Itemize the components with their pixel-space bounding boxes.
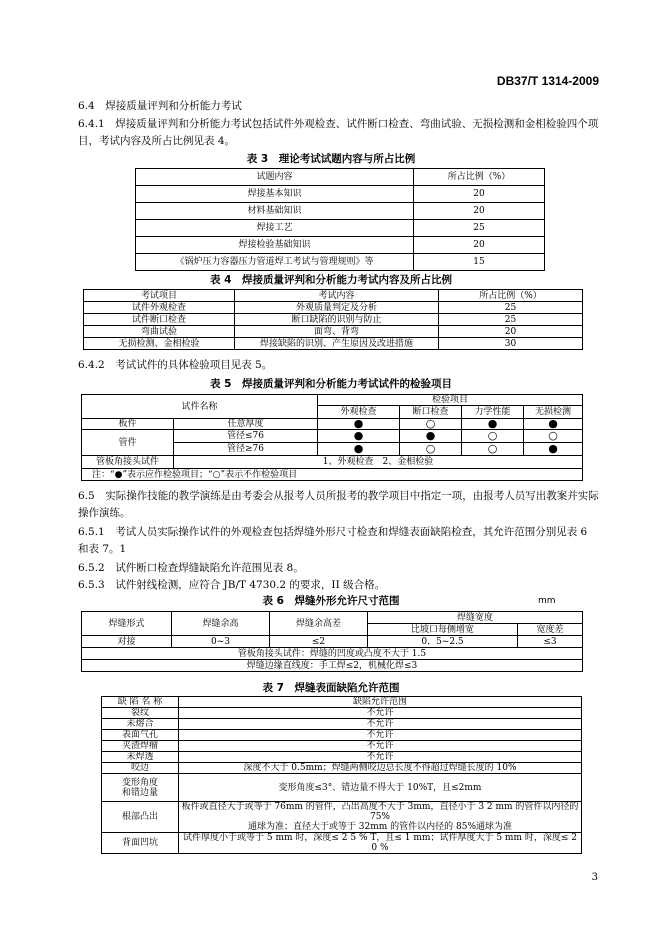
section-6-5-2: 6.5.2 试件断口检查焊缝缺陷允许范围见表 8。: [78, 562, 304, 574]
table-4-caption: 表 4 焊接质量评判和分析能力考试内容及所占比例: [210, 274, 452, 286]
section-6-5: 6.5 实际操作技能的教学演练是由考委会从报考人员所报考的教学项目中指定一项，由报考人员写出教案并实际操作演练。: [78, 490, 599, 519]
table-3-caption: 表 3 理论考试试题内容与所占比例: [246, 153, 416, 165]
header-cell: 焊缝余高: [172, 612, 270, 636]
section-6-4-2: 6.4.2 考试试件的具体检验项目见表 5。: [78, 359, 273, 371]
table-6-unit: mm: [538, 596, 556, 606]
mark-cell: ●: [524, 419, 583, 430]
section-6-5-1: 6.5.1 考试人员实际操作试件的外观检查包括焊缝外形尺寸检查和焊缝表面缺陷检查，其允许范围分别见表 6 和表 7。1: [78, 526, 588, 555]
table-row: [82, 456, 583, 469]
table-cell: ≤2: [270, 636, 368, 648]
section-6-4-1: 6.4.1 焊接质量评判和分析能力考试包括试件外观检查、试件断口检查、弯曲试验、无损检测和金相检验四个项目，考试内容及所占比例见表 4。: [78, 118, 599, 147]
header-cell: 焊缝余高差: [270, 612, 368, 636]
header-cell: 考试项目: [84, 290, 235, 302]
table-note-row: [82, 660, 583, 672]
table-cell: 不允许: [179, 708, 582, 719]
deform-name-line: 变形角度: [121, 777, 158, 788]
table-cell: 0~3: [172, 636, 270, 648]
header-cell: 宽度差: [518, 624, 583, 636]
header-cell: 比坡口每侧增宽: [368, 624, 518, 636]
root-text-line: 板件或直径大于或等于 76mm 的管件，凸出高度不大于 3mm，直径小于 3 2 mm 的管件以内径的 75%: [181, 802, 579, 822]
table-row: [102, 752, 582, 763]
table-note: 焊缝边缘直线度：手工焊≤2，机械化焊≤3: [82, 660, 583, 672]
table-cell: 管板角接头试件: [82, 456, 174, 469]
table-cell: 25: [439, 314, 583, 326]
table-cell: 任意厚度: [174, 419, 318, 430]
table-header: [136, 169, 545, 186]
table-7-caption: 表 7 焊缝表面缺陷允许范围: [262, 682, 400, 694]
table-cell: 面弯、背弯: [235, 326, 439, 338]
table-row: [136, 220, 545, 237]
header-cell: 无损检测: [524, 406, 583, 419]
table-row: [102, 708, 582, 719]
table-note: 管板角接头试件：焊缝的凹度或凸度不大于 1.5: [82, 648, 583, 660]
root-text-line: 通球为准；直径大于或等于 32mm 的管件以内径的 85%通球为准: [247, 822, 513, 832]
table-5: [81, 394, 583, 481]
deform-name-line: 和错边量: [121, 787, 158, 798]
header-cell: 考试内容: [235, 290, 439, 302]
table-cell: 1、外观检查 2、金相检验: [174, 456, 583, 469]
table-cell: 不允许: [179, 730, 582, 741]
header-cell: 缺陷允许范围: [179, 697, 582, 708]
table-cell: 未焊透: [102, 752, 179, 763]
header-cell: 断口检查: [400, 406, 462, 419]
mark-cell: ○: [524, 430, 583, 443]
table-cell: 20: [414, 186, 545, 203]
table-cell: 30: [439, 338, 583, 350]
table-cell: 试件断口检查: [84, 314, 235, 326]
table-6: [81, 611, 583, 672]
header-cell: 检验项目: [318, 395, 583, 406]
table-note-row: [82, 469, 583, 481]
table-row: [136, 237, 545, 254]
table-cell: 未熔合: [102, 719, 179, 730]
table-cell: 焊接检验基础知识: [136, 237, 414, 254]
table-note: 注：“●”表示应作检验项目；“○”表示不作检验项目: [82, 469, 583, 481]
table-5-caption: 表 5 焊接质量评判和分析能力考试试件的检验项目: [210, 378, 452, 390]
table-cell: 20: [439, 326, 583, 338]
table-cell: 管径≥76: [174, 443, 318, 456]
table-row: [84, 314, 583, 326]
table-cell: 对接: [82, 636, 172, 648]
table-cell: 根部凸出: [102, 802, 179, 833]
table-cell: 变形角度≤3°、错边量不得大于 10%T，且≤2mm: [179, 774, 582, 802]
mark-cell: ●: [524, 443, 583, 456]
header-cell: 所占比例（%）: [414, 169, 545, 186]
table-cell: 背面凹坑: [102, 833, 179, 854]
table-cell: [179, 802, 582, 833]
table-row: [102, 719, 582, 730]
mark-cell: ○: [400, 443, 462, 456]
table-cell: 表面气孔: [102, 730, 179, 741]
header-cell: 焊缝形式: [82, 612, 172, 636]
header-cell: 缺 陷 名 称: [102, 697, 179, 708]
table-row: [102, 763, 582, 774]
table-row: [136, 254, 545, 271]
table-cell: 不允许: [179, 741, 582, 752]
header-cell: 外观检查: [318, 406, 400, 419]
mark-cell: ○: [462, 443, 524, 456]
table-6-caption: 表 6 焊缝外形允许尺寸范围: [262, 595, 400, 607]
mark-cell: ●: [400, 430, 462, 443]
table-cell: 0．5~2.5: [368, 636, 518, 648]
table-cell: 25: [414, 220, 545, 237]
table-row: [82, 430, 583, 443]
table-cell: 材料基础知识: [136, 203, 414, 220]
page-number: 3: [591, 872, 598, 883]
header-cell: 试件名称: [82, 395, 318, 419]
table-note-row: [82, 648, 583, 660]
table-row: [82, 419, 583, 430]
table-cell: 外观质量判定及分析: [235, 302, 439, 314]
table-cell: 15: [414, 254, 545, 271]
table-row: [82, 636, 583, 648]
table-cell: [102, 774, 179, 802]
standard-number: DB37/T 1314-2009: [496, 74, 599, 88]
table-row: [84, 338, 583, 350]
table-7: [101, 696, 582, 854]
mark-cell: ●: [318, 419, 400, 430]
header-cell: 焊缝宽度: [368, 612, 583, 624]
table-row: [136, 186, 545, 203]
table-cell: 裂纹: [102, 708, 179, 719]
table-row: [102, 833, 582, 854]
table-header: [102, 697, 582, 708]
table-cell: 试件厚度小于或等于 5 mm 时，深度≤ 2 5 % T，且≤ 1 mm；试件厚度大于 5 mm 时，深度≤ 2 0 %: [179, 833, 582, 854]
mark-cell: ○: [400, 419, 462, 430]
mark-cell: ●: [318, 443, 400, 456]
table-row: [102, 741, 582, 752]
table-cell: 夹渣焊瘤: [102, 741, 179, 752]
table-cell: 焊接缺陷的识别、产生原因及改进措施: [235, 338, 439, 350]
table-cell: 20: [414, 237, 545, 254]
table-4: [83, 289, 583, 350]
mark-cell: ○: [462, 430, 524, 443]
table-3: [135, 168, 545, 271]
header-cell: 试题内容: [136, 169, 414, 186]
table-row: [102, 802, 582, 833]
table-row: [102, 774, 582, 802]
table-row: [84, 326, 583, 338]
section-6-4: 6.4 焊接质量评判和分析能力考试: [78, 100, 242, 112]
table-cell: 焊接工艺: [136, 220, 414, 237]
table-cell: 弯曲试验: [84, 326, 235, 338]
table-header: [84, 290, 583, 302]
mark-cell: ●: [318, 430, 400, 443]
mark-cell: ●: [462, 419, 524, 430]
table-cell: 板件: [82, 419, 174, 430]
section-6-5-3: 6.5.3 试件射线检测，应符合 JB/T 4730.2 的要求，II 级合格。: [78, 579, 386, 591]
table-row: [136, 203, 545, 220]
table-cell: 无损检测、金相检验: [84, 338, 235, 350]
table-cell: 管件: [82, 430, 174, 456]
header-cell: 所占比例（%）: [439, 290, 583, 302]
table-cell: 不允许: [179, 719, 582, 730]
table-cell: ≤3: [518, 636, 583, 648]
table-cell: 焊接基本知识: [136, 186, 414, 203]
table-cell: 《锅炉压力容器压力管道焊工考试与管理规则》等: [136, 254, 414, 271]
table-row: [84, 302, 583, 314]
table-cell: 深度不大于 0.5mm；焊缝两侧咬边总长度不得超过焊缝长度的 10%: [179, 763, 582, 774]
header-cell: 力学性能: [462, 406, 524, 419]
table-cell: 25: [439, 302, 583, 314]
table-cell: 咬边: [102, 763, 179, 774]
table-cell: 20: [414, 203, 545, 220]
table-cell: 不允许: [179, 752, 582, 763]
table-row: [102, 730, 582, 741]
table-cell: 试件外观检查: [84, 302, 235, 314]
table-cell: 管径≤76: [174, 430, 318, 443]
table-cell: 断口缺陷的识别与防止: [235, 314, 439, 326]
